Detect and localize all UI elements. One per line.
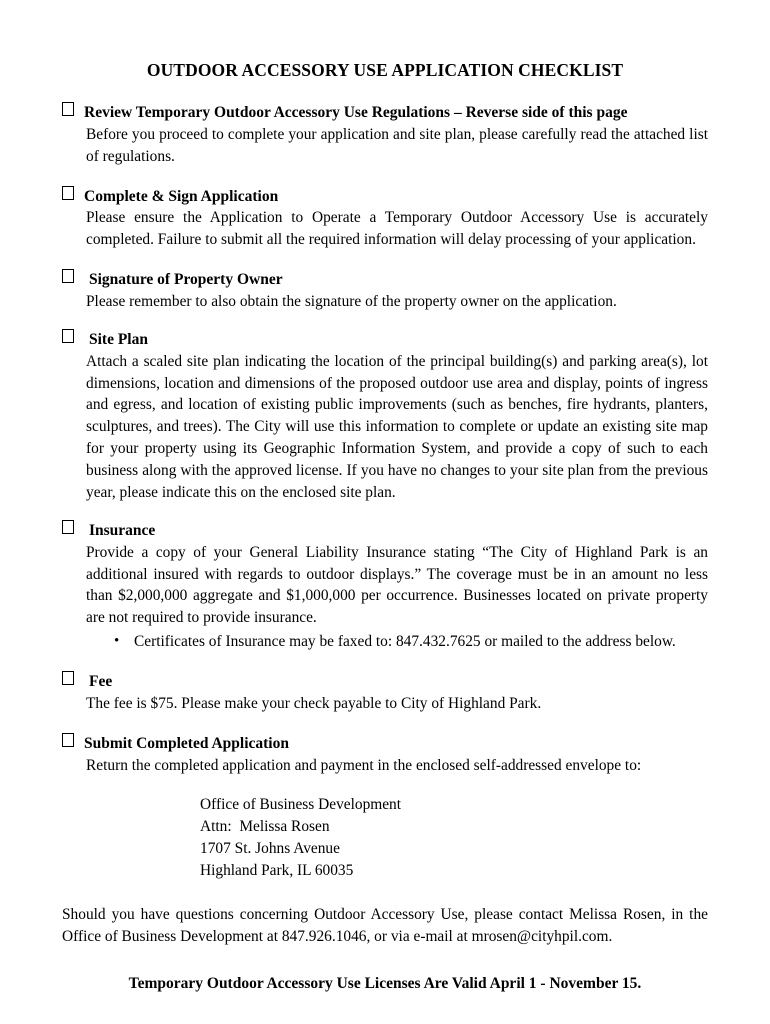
checklist-item-heading: Submit Completed Application (84, 734, 289, 752)
checkbox-empty-icon[interactable] (62, 671, 74, 685)
checklist-item-body: Return the completed application and payment in the enclosed self-addressed envelope to: (86, 756, 642, 774)
checklist-item-body: Please remember to also obtain the signature of the property owner on the application. (86, 292, 617, 310)
checklist-item-review-regulations (0, 103, 770, 168)
checklist-item-heading: Fee (89, 673, 113, 691)
checklist-item-complete-sign-application (0, 187, 770, 252)
checkbox-empty-icon[interactable] (62, 186, 74, 200)
checklist-item-heading: Signature of Property Owner (89, 271, 283, 289)
checklist-item-heading-row (62, 734, 708, 754)
checklist-item-body: The fee is $75. Please make your check payable to City of Highland Park. (86, 694, 542, 712)
checklist-item-heading-row (62, 672, 708, 692)
checklist-item-body: Provide a copy of your General Liability Insurance stating “The City of Highland Park is an additional insured with regards to outdoor displays.” The coverage must be in an amount no less than $2,000,000 aggregate and $1,000,000 per occurrence. Businesses located on private property are not required to provide insurance. (86, 543, 708, 627)
address-line-street: 1707 St. Johns Avenue (200, 840, 340, 858)
checklist-item-submit-application (0, 734, 770, 777)
checklist-item-heading: Insurance (89, 521, 156, 539)
address-line-attn: Attn: Melissa Rosen (200, 818, 330, 836)
checklist-item-heading-row (62, 270, 708, 290)
checklist-item-body: Please ensure the Application to Operate a Temporary Outdoor Accessory Use is accurately completed. Failure to submit all the required information will delay processing of your application. (86, 209, 708, 249)
checklist-item-heading-row (62, 187, 708, 207)
checklist-item-site-plan (0, 330, 770, 504)
checkbox-empty-icon[interactable] (62, 102, 74, 116)
checklist-item-heading-row (62, 521, 708, 541)
checklist-item-body: Before you proceed to complete your application and site plan, please carefully read the attached list of regulations. (86, 125, 708, 165)
checklist-item-heading: Site Plan (89, 330, 148, 348)
checklist-item-heading: Complete & Sign Application (84, 187, 279, 205)
footer-validity-note: Temporary Outdoor Accessory Use Licenses Are Valid April 1 - November 15. (128, 974, 642, 992)
checklist-item-heading: Review Temporary Outdoor Accessory Use Regulations – Reverse side of this page (84, 104, 628, 121)
checklist-item-heading-row (62, 103, 708, 123)
address-line-city-state-zip: Highland Park, IL 60035 (200, 862, 354, 880)
page-title: OUTDOOR ACCESSORY USE APPLICATION CHECKLIST (146, 60, 624, 80)
insurance-sub-bullets (62, 631, 708, 653)
address-line-office: Office of Business Development (200, 796, 402, 814)
checklist (0, 103, 770, 776)
checkbox-empty-icon[interactable] (62, 733, 74, 747)
checklist-item-body: Attach a scaled site plan indicating the location of the principal building(s) and parking area(s), lot dimensions, location and dimensions of the proposed outdoor use area and display, points of ingress and egress, and location of existing public improvements (such as benches, fire hydrants, planters, sculptures, and trees). The City will use this information to complete or update an existing site map for your property using its Geographic Information System, and provide a copy of such to each business along with the approved license. If you have no changes to your site plan from the previous year, please indicate this on the enclosed site plan. (86, 352, 708, 501)
checkbox-empty-icon[interactable] (62, 329, 74, 343)
list-item: • Certificates of Insurance may be faxed to: 847.432.7625 or mailed to the address below. (114, 631, 708, 653)
closing-paragraph: Should you have questions concerning Outdoor Accessory Use, please contact Melissa Rosen, in the Office of Business Development at 847.926.1046, or via e-mail at mrosen@cityhpil.com. (62, 905, 708, 945)
checkbox-empty-icon[interactable] (62, 520, 74, 534)
checkbox-empty-icon[interactable] (62, 269, 74, 283)
checklist-item-insurance (0, 521, 770, 653)
mailing-address-block (0, 794, 770, 882)
checklist-item-fee (0, 672, 770, 715)
checklist-item-signature-property-owner (0, 270, 770, 313)
checklist-item-heading-row (62, 330, 708, 350)
